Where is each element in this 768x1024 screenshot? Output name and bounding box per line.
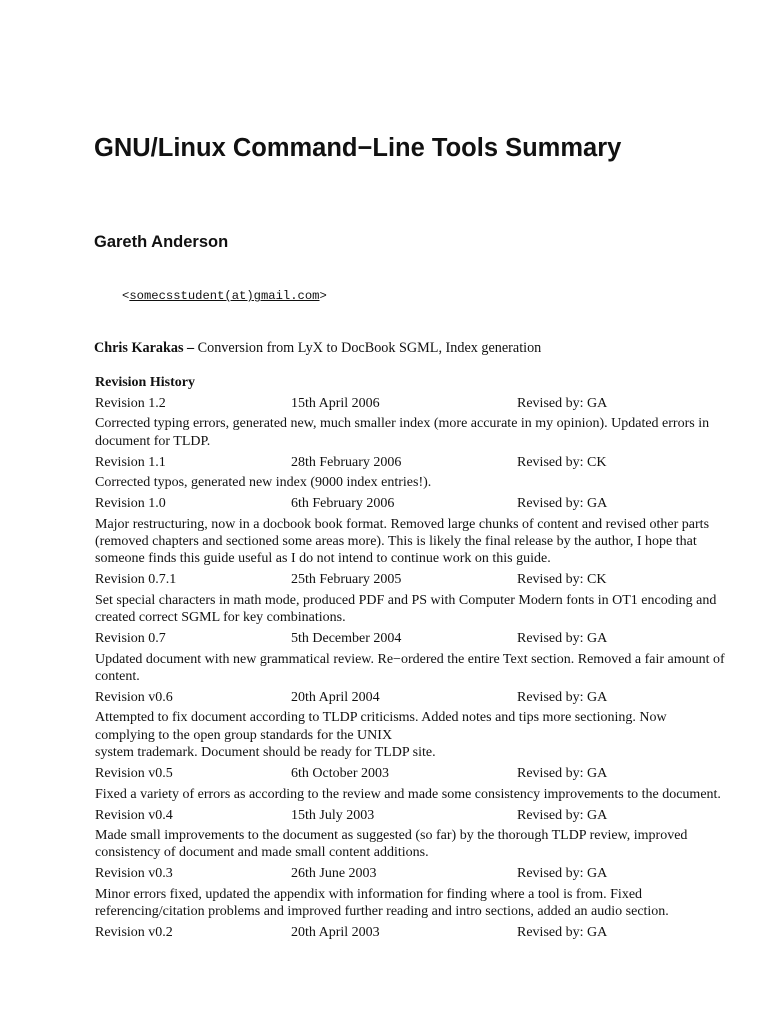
revision-entry <box>95 495 735 568</box>
revision-meta-row <box>95 807 735 824</box>
revision-number: Revision v0.6 <box>95 689 173 705</box>
revision-meta-row <box>95 395 735 412</box>
credit-name: Chris Karakas – <box>94 340 195 356</box>
revision-date: 15th July 2003 <box>291 807 375 823</box>
revision-entry <box>95 630 735 685</box>
revision-entry <box>95 689 735 762</box>
revision-entry <box>95 807 735 862</box>
revision-description: Major restructuring, now in a docbook book format. Removed large chunks of content and revised other parts (removed chapters and sectioned some areas more). This is likely the final release by the author, I hope that someone finds this guide useful as I do not intend to continue work on this guide. <box>95 516 710 567</box>
revision-description: Fixed a variety of errors as according to the review and made some consistency improvements to the document. <box>95 786 721 802</box>
revision-entry <box>95 571 735 626</box>
revision-date: 6th October 2003 <box>291 766 389 782</box>
revision-description: Minor errors fixed, updated the appendix with information for finding where a tool is from. Fixed referencing/citation problems and improved further reading and intro sections, added an audio section. <box>95 886 669 920</box>
email-open-bracket: < <box>122 289 130 303</box>
revision-description: Corrected typing errors, generated new, much smaller index (more accurate in my opinion). Updated errors in document for TLDP. <box>95 416 710 449</box>
revision-date: 15th April 2006 <box>291 396 380 411</box>
revision-author: Revised by: CK <box>517 454 607 470</box>
revision-entry <box>95 924 735 941</box>
document-title: GNU/Linux Command−Line Tools Summary <box>94 134 622 162</box>
revision-date: 20th April 2004 <box>291 689 380 705</box>
revision-number: Revision v0.3 <box>95 866 173 882</box>
revision-author: Revised by: CK <box>517 572 607 588</box>
revision-description: Made small improvements to the document as suggested (so far) by the thorough TLDP review, improved consistency of document and made small content additions. <box>95 827 688 861</box>
revision-author: Revised by: GA <box>517 866 608 882</box>
revision-date: 6th February 2006 <box>291 496 395 512</box>
revision-entry <box>95 454 735 492</box>
revision-date: 26th June 2003 <box>291 866 377 882</box>
email-close-bracket: > <box>319 289 327 303</box>
revision-author: Revised by: GA <box>517 925 608 941</box>
revision-number: Revision 0.7 <box>95 631 166 647</box>
revision-list <box>95 395 735 942</box>
revision-number: Revision v0.4 <box>95 807 173 823</box>
revision-meta-row <box>95 924 735 941</box>
revision-meta-row <box>95 495 735 512</box>
email-link[interactable]: somecsstudent(at)gmail.com <box>129 289 320 303</box>
revision-meta-row <box>95 571 735 588</box>
revision-description: Updated document with new grammatical review. Re−ordered the entire Text section. Removed a fair amount of content. <box>95 651 725 684</box>
revision-number: Revision 1.0 <box>95 496 166 512</box>
revision-meta-row <box>95 630 735 647</box>
revision-meta-row <box>95 689 735 706</box>
revision-number: Revision v0.5 <box>95 766 173 782</box>
revision-entry <box>95 765 735 803</box>
revision-meta-row <box>95 765 735 782</box>
revision-author: Revised by: GA <box>517 496 608 512</box>
revision-author: Revised by: GA <box>517 689 608 705</box>
revision-description: Corrected typos, generated new index (9000 index entries!). <box>95 475 432 491</box>
revision-date: 25th February 2005 <box>291 572 402 588</box>
revision-entry <box>95 865 735 920</box>
revision-description: Set special characters in math mode, produced PDF and PS with Computer Modern fonts in OT1 encoding and created correct SGML for key combinations. <box>95 592 717 626</box>
email-line <box>122 288 327 304</box>
revision-author: Revised by: GA <box>517 631 608 647</box>
revision-number: Revision v0.2 <box>95 925 173 941</box>
revision-meta-row <box>95 454 735 471</box>
revision-description: Attempted to fix document according to TLDP criticisms. Added notes and tips more sectioning. Now complying to the open group standards for the UNIX system trademark. Document should be ready for TLDP site. <box>95 710 667 761</box>
revision-author: Revised by: GA <box>517 807 608 823</box>
revision-number: Revision 1.1 <box>95 454 166 470</box>
revision-author: Revised by: GA <box>517 396 608 411</box>
revision-date: 28th February 2006 <box>291 454 402 470</box>
revision-entry <box>95 395 735 450</box>
revision-number: Revision 1.2 <box>95 396 166 411</box>
revision-number: Revision 0.7.1 <box>95 572 177 588</box>
revision-date: 5th December 2004 <box>291 631 402 647</box>
author-name: Gareth Anderson <box>94 233 229 251</box>
revision-date: 20th April 2003 <box>291 925 380 941</box>
credit-text: Conversion from LyX to DocBook SGML, Index generation <box>194 340 542 356</box>
credit-line <box>94 339 541 357</box>
revision-history-heading: Revision History <box>95 375 195 390</box>
revision-meta-row <box>95 865 735 882</box>
revision-author: Revised by: GA <box>517 766 608 782</box>
